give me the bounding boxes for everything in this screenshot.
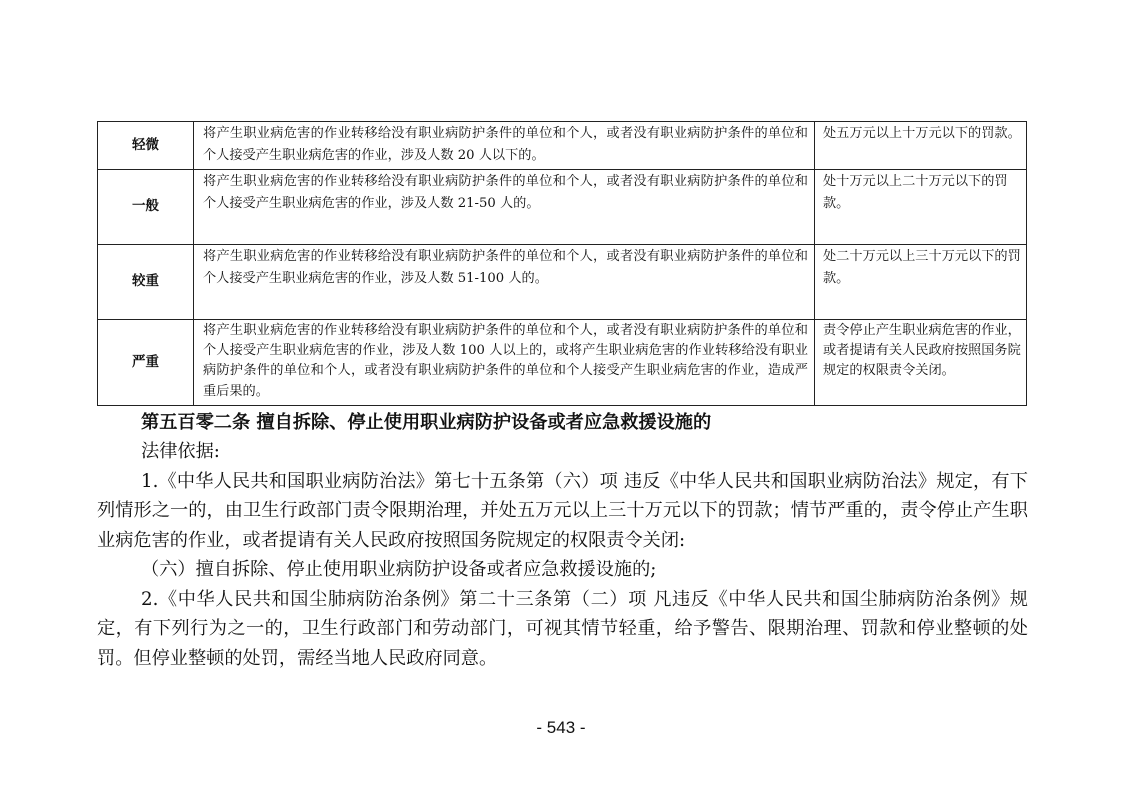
severity-level: 一般 bbox=[98, 170, 194, 245]
penalty-text: 处五万元以上十万元以下的罚款。 bbox=[815, 122, 1027, 170]
article-heading: 第五百零二条 擅自拆除、停止使用职业病防护设备或者应急救援设施的 bbox=[141, 412, 712, 433]
penalty-text: 处十万元以上二十万元以下的罚款。 bbox=[815, 170, 1027, 245]
severity-level: 较重 bbox=[98, 245, 194, 320]
violation-description: 将产生职业病危害的作业转移给没有职业病防护条件的单位和个人，或者没有职业病防护条件的单位和个人接受产生职业病危害的作业，涉及人数 100 人以上的，或将产生职业病危害的作业转移给没有职业病防护条件的单位和个人，或者没有职业病防护条件的单位和个人接受产生职业病危害的作业，造成严重后果的。 bbox=[194, 320, 815, 406]
legal-basis-subitem: （六）擅自拆除、停止使用职业病防护设备或者应急救援设施的; bbox=[141, 559, 657, 580]
legal-basis-item-1: 1.《中华人民共和国职业病防治法》第七十五条第（六）项 违反《中华人民共和国职业病防治法》规定，有下列情形之一的，由卫生行政部门责令限期治理，并处五万元以上三十万元以下的罚款；情节严重的，责令停止产生职业病危害的作业，或者提请有关人民政府按照国务院规定的权限责令关闭: bbox=[97, 470, 1028, 551]
severity-level: 严重 bbox=[98, 320, 194, 406]
severity-level: 轻微 bbox=[98, 122, 194, 170]
table-row bbox=[98, 245, 1027, 320]
penalty-text: 责令停止产生职业病危害的作业，或者提请有关人民政府按照国务院规定的权限责令关闭。 bbox=[815, 320, 1027, 406]
table-row bbox=[98, 320, 1027, 406]
legal-basis-label: 法律依据: bbox=[141, 441, 220, 462]
table-row bbox=[98, 170, 1027, 245]
penalty-text: 处二十万元以上三十万元以下的罚款。 bbox=[815, 245, 1027, 320]
violation-description: 将产生职业病危害的作业转移给没有职业病防护条件的单位和个人，或者没有职业病防护条件的单位和个人接受产生职业病危害的作业，涉及人数 51-100 人的。 bbox=[194, 245, 815, 320]
violation-description: 将产生职业病危害的作业转移给没有职业病防护条件的单位和个人，或者没有职业病防护条件的单位和个人接受产生职业病危害的作业，涉及人数 20 人以下的。 bbox=[194, 122, 815, 170]
violation-description: 将产生职业病危害的作业转移给没有职业病防护条件的单位和个人，或者没有职业病防护条件的单位和个人接受产生职业病危害的作业，涉及人数 21-50 人的。 bbox=[194, 170, 815, 245]
article-body bbox=[97, 408, 1028, 673]
penalty-table bbox=[97, 121, 1027, 406]
page-number: - 543 - bbox=[536, 718, 586, 737]
table-row bbox=[98, 122, 1027, 170]
legal-basis-item-2: 2.《中华人民共和国尘肺病防治条例》第二十三条第（二）项 凡违反《中华人民共和国尘肺病防治条例》规定，有下列行为之一的，卫生行政部门和劳动部门，可视其情节轻重，给予警告、限期治理、罚款和停业整顿的处罚。但停业整顿的处罚，需经当地人民政府同意。 bbox=[97, 588, 1028, 669]
